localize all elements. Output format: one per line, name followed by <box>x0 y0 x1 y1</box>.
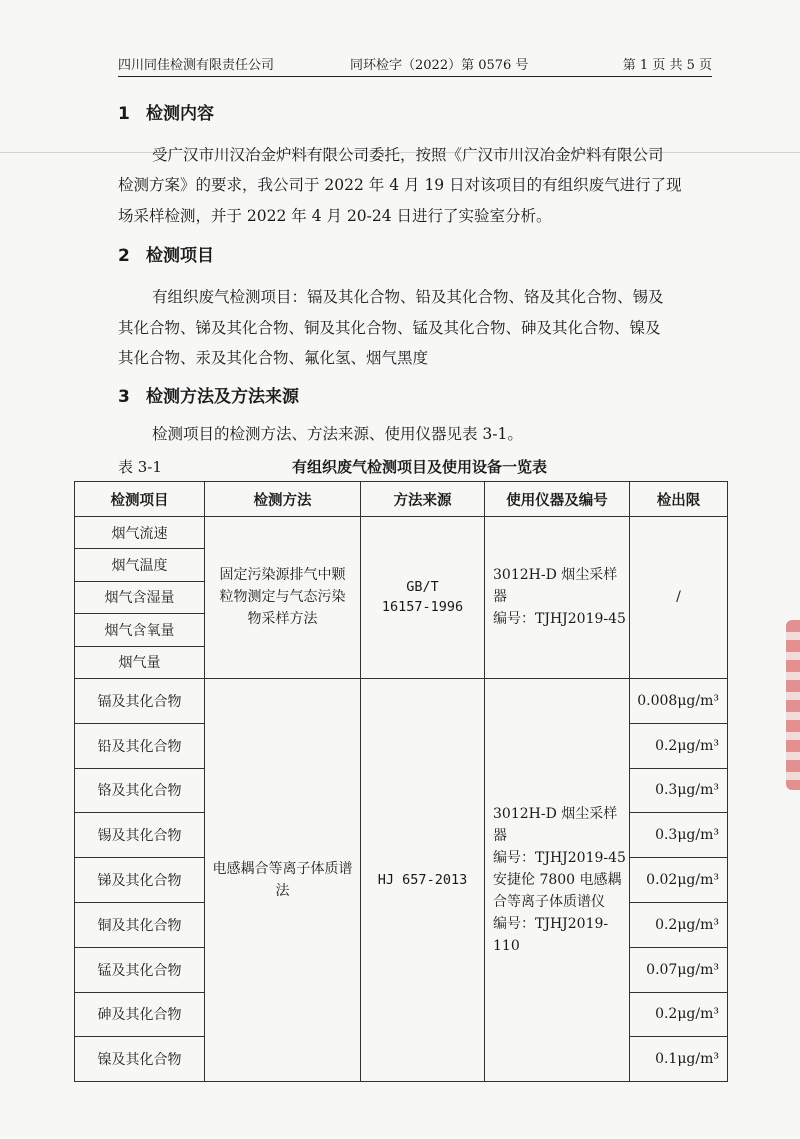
section-1-line-2: 检测方案》的要求，我公司于 2022 年 4 月 19 日对该项目的有组织废气进行了现 <box>118 176 682 194</box>
item-cell: 铬及其化合物 <box>75 768 205 813</box>
page-number: 第 1 页 共 5 页 <box>622 58 712 73</box>
company-name: 四川同佳检测有限责任公司 <box>118 58 275 73</box>
device-cell: 3012H-D 烟尘采样器 编号：TJHJ2019-45 <box>485 517 630 679</box>
source-cell: HJ 657-2013 <box>361 678 485 1081</box>
item-cell: 锡及其化合物 <box>75 813 205 858</box>
item-cell: 烟气流速 <box>75 517 205 549</box>
item-cell: 镍及其化合物 <box>75 1037 205 1082</box>
table-row <box>75 678 728 723</box>
device-cell: 3012H-D 烟尘采样器 编号：TJHJ2019-45 安捷伦 7800 电感耦 合等离子体质谱仪 编号：TJHJ2019-110 <box>485 678 630 1081</box>
section-2-line-3: 其化合物、汞及其化合物、氟化氢、烟气黑度 <box>118 349 429 367</box>
header-method: 检测方法 <box>205 482 361 517</box>
section-2-line-2: 其化合物、锑及其化合物、铜及其化合物、锰及其化合物、砷及其化合物、镍及 <box>118 319 661 337</box>
item-cell: 烟气量 <box>75 646 205 678</box>
item-cell: 砷及其化合物 <box>75 992 205 1037</box>
limit-cell: 0.1μg/m³ <box>630 1037 728 1082</box>
limit-cell: 0.2μg/m³ <box>630 902 728 947</box>
header-item: 检测项目 <box>75 482 205 517</box>
item-cell: 锑及其化合物 <box>75 858 205 903</box>
table-title: 有组织废气检测项目及使用设备一览表 <box>292 458 548 476</box>
page-header <box>118 48 712 77</box>
section-2-line-1: 有组织废气检测项目：镉及其化合物、铅及其化合物、铬及其化合物、锡及 <box>152 288 664 306</box>
item-cell: 铅及其化合物 <box>75 723 205 768</box>
section-3-line-1: 检测项目的检测方法、方法来源、使用仪器见表 3-1。 <box>152 425 523 443</box>
item-cell: 烟气含湿量 <box>75 581 205 613</box>
source-cell: GB/T 16157-1996 <box>361 517 485 679</box>
limit-cell: 0.2μg/m³ <box>630 723 728 768</box>
section-3-heading: 3 检测方法及方法来源 <box>118 387 299 407</box>
section-1-line-3: 场采样检测，并于 2022 年 4 月 20-24 日进行了实验室分析。 <box>118 207 552 225</box>
header-source: 方法来源 <box>361 482 485 517</box>
method-cell: 固定污染源排气中颗粒物测定与气态污染物采样方法 <box>205 517 361 679</box>
limit-cell: 0.3μg/m³ <box>630 813 728 858</box>
limit-cell: 0.07μg/m³ <box>630 947 728 992</box>
table-row <box>75 517 728 549</box>
section-1-heading: 1 检测内容 <box>118 104 214 124</box>
item-cell: 镉及其化合物 <box>75 678 205 723</box>
item-cell: 铜及其化合物 <box>75 902 205 947</box>
limit-cell: 0.008μg/m³ <box>630 678 728 723</box>
seal-stamp-edge <box>786 620 800 790</box>
table-number: 表 3-1 <box>118 458 162 476</box>
limit-cell: 0.02μg/m³ <box>630 858 728 903</box>
header-device: 使用仪器及编号 <box>485 482 630 517</box>
table-header-row <box>75 482 728 517</box>
header-limit: 检出限 <box>630 482 728 517</box>
limit-cell: 0.2μg/m³ <box>630 992 728 1037</box>
method-cell: 电感耦合等离子体质谱法 <box>205 678 361 1081</box>
equipment-table <box>74 481 728 1082</box>
item-cell: 锰及其化合物 <box>75 947 205 992</box>
limit-cell: / <box>630 517 728 679</box>
limit-cell: 0.3μg/m³ <box>630 768 728 813</box>
section-1-line-1: 受广汉市川汉冶金炉料有限公司委托，按照《广汉市川汉冶金炉料有限公司 <box>152 146 664 164</box>
report-number: 同环检字（2022）第 0576 号 <box>350 58 529 73</box>
item-cell: 烟气含氧量 <box>75 614 205 646</box>
section-2-heading: 2 检测项目 <box>118 246 214 266</box>
item-cell: 烟气温度 <box>75 549 205 581</box>
